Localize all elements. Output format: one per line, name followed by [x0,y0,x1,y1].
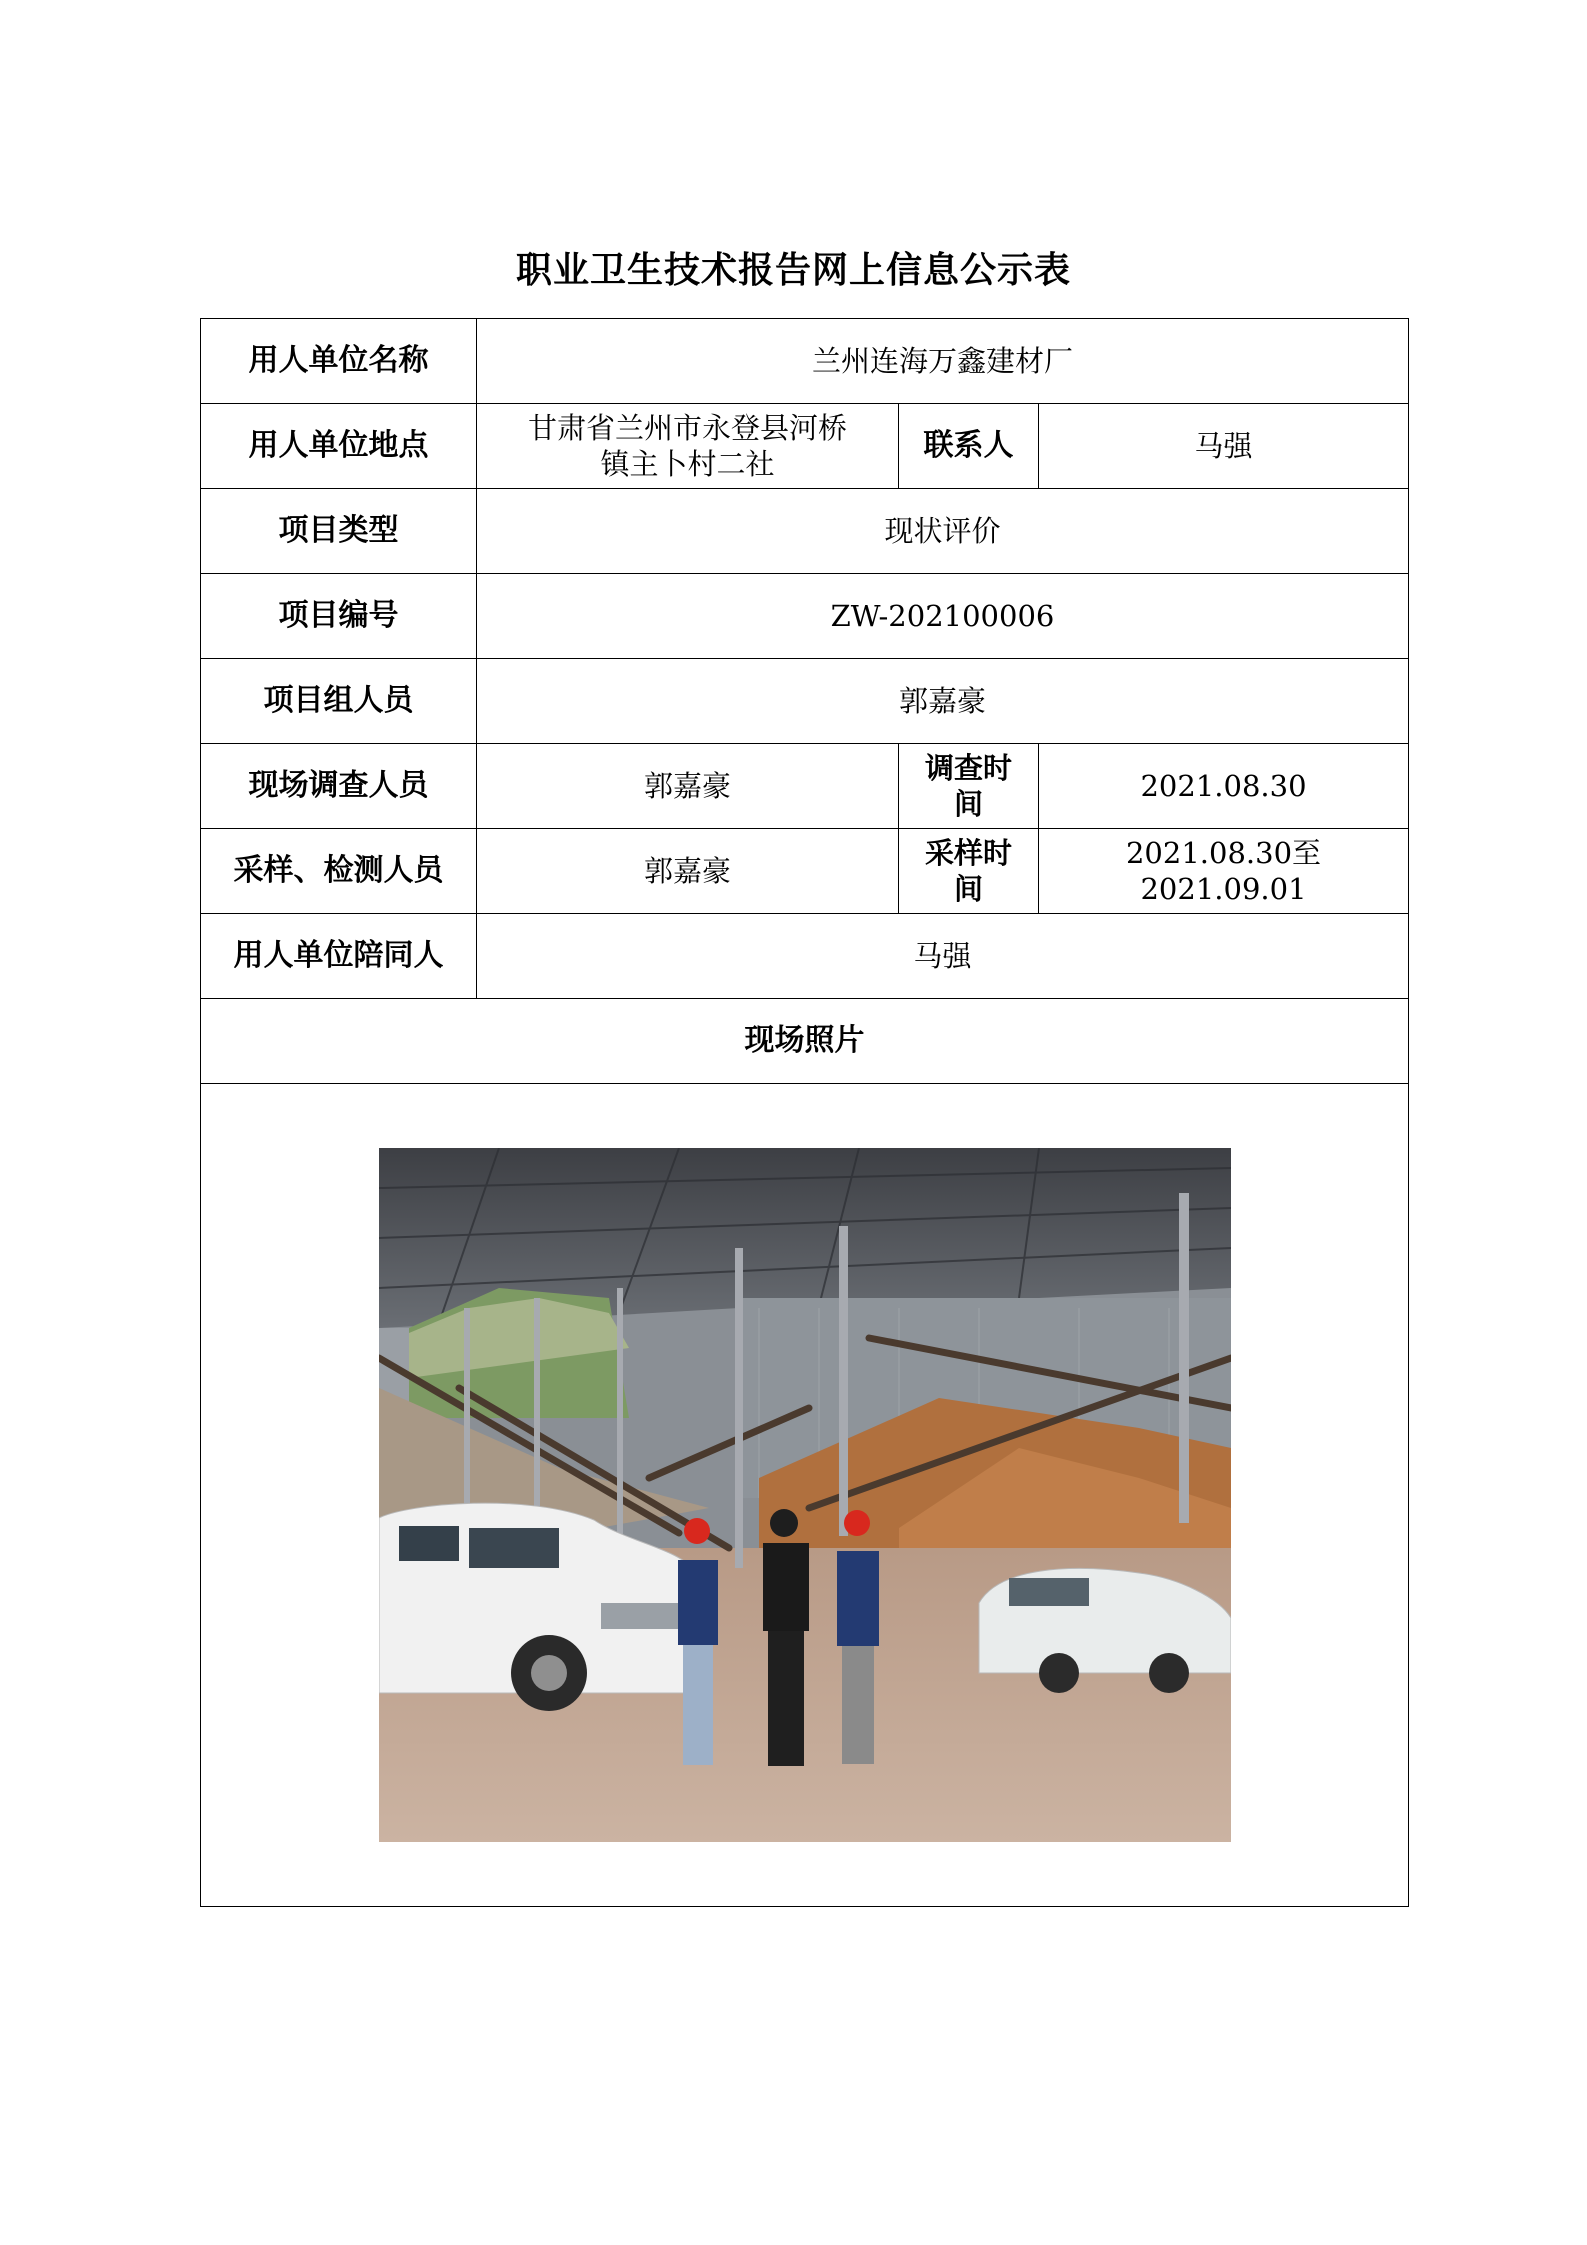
row-project-number [201,574,1409,659]
location-line-2: 镇主卜村二社 [600,447,775,481]
site-photo [379,1148,1231,1842]
page-title: 职业卫生技术报告网上信息公示表 [515,250,1071,291]
label-project-members: 项目组人员 [201,659,477,744]
sampling-time-label-line-1: 采样时 [924,836,1012,870]
value-employer-name: 兰州连海万鑫建材厂 [477,319,1409,404]
photo-cell [201,1084,1409,1907]
row-photos-header [201,999,1409,1084]
label-site-photos: 现场照片 [201,999,1409,1084]
row-sampling [201,829,1409,914]
label-employer-location: 用人单位地点 [201,404,477,489]
row-employer-name [201,319,1409,404]
label-project-type: 项目类型 [201,489,477,574]
value-sampling-time: 2021.08.30至2021.09.01 [1039,829,1409,914]
label-sampling-time [899,829,1039,914]
label-survey-time [899,744,1039,829]
value-project-number: ZW-202100006 [477,574,1409,659]
survey-time-label-line-2: 间 [953,787,983,821]
label-sampling: 采样、检测人员 [201,829,477,914]
value-project-members: 郭嘉豪 [477,659,1409,744]
location-line-1: 甘肃省兰州市永登县河桥 [527,411,847,445]
label-employer-name: 用人单位名称 [201,319,477,404]
value-employer-location [477,404,899,489]
label-project-number: 项目编号 [201,574,477,659]
value-project-type: 现状评价 [477,489,1409,574]
value-sampling: 郭嘉豪 [477,829,899,914]
survey-time-label-line-1: 调查时 [924,751,1012,785]
label-site-survey: 现场调查人员 [201,744,477,829]
row-photo [201,1084,1409,1907]
row-site-survey [201,744,1409,829]
info-table [200,318,1409,1907]
value-escort: 马强 [477,914,1409,999]
label-contact: 联系人 [899,404,1039,489]
row-employer-location [201,404,1409,489]
value-contact: 马强 [1039,404,1409,489]
sampling-time-label-line-2: 间 [953,872,983,906]
value-survey-time: 2021.08.30 [1039,744,1409,829]
row-project-type [201,489,1409,574]
label-escort: 用人单位陪同人 [201,914,477,999]
row-project-members [201,659,1409,744]
value-site-survey: 郭嘉豪 [477,744,899,829]
row-escort [201,914,1409,999]
